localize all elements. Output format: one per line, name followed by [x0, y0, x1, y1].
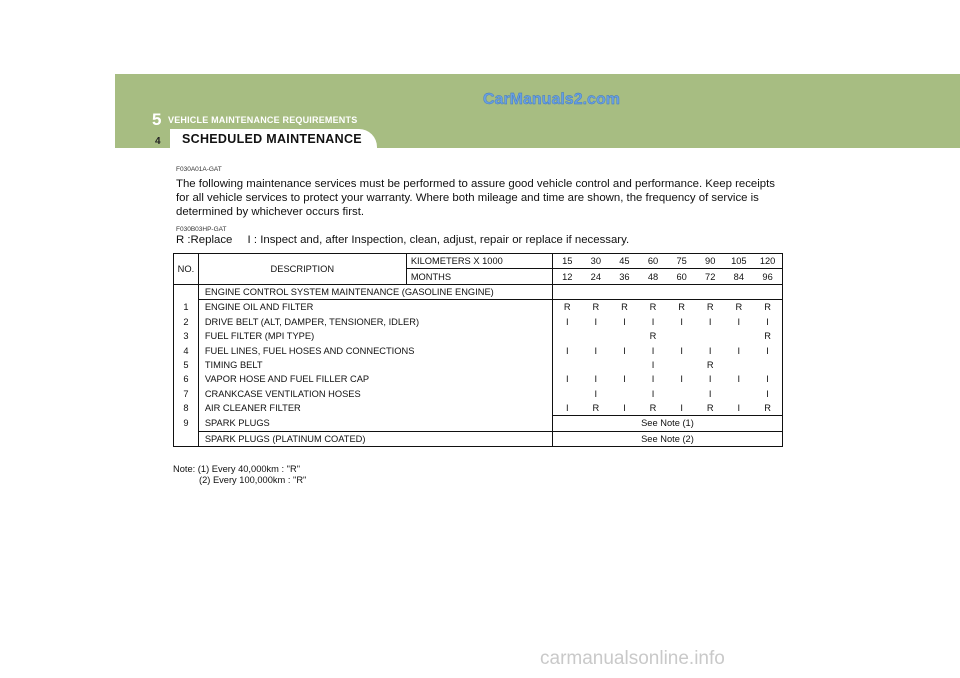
- km-cell: 105: [725, 254, 754, 269]
- month-cell: 60: [667, 269, 696, 284]
- row-number: [174, 431, 199, 446]
- month-cell: 72: [696, 269, 725, 284]
- interval-cell: [582, 358, 611, 372]
- table-body: [174, 300, 783, 447]
- interval-cell: R: [621, 302, 628, 313]
- row-note-reference: See Note (2): [641, 433, 694, 444]
- interval-cell: [667, 387, 696, 401]
- interval-cell: R: [753, 401, 782, 416]
- legend: [176, 234, 641, 246]
- interval-cell: I: [667, 401, 696, 416]
- km-cell: 120: [753, 254, 782, 269]
- interval-cell: I: [651, 316, 655, 327]
- table-row: [174, 315, 783, 329]
- interval-cell: I: [623, 345, 626, 356]
- interval-cell: I: [610, 401, 639, 416]
- table-row: [174, 343, 783, 357]
- interval-cell: R: [735, 302, 743, 313]
- note-2: (2) Every 100,000km : "R": [199, 475, 307, 485]
- km-cell: 30: [582, 254, 611, 269]
- interval-cell: R: [639, 401, 668, 416]
- row-number: 8: [174, 401, 199, 416]
- interval-cell: I: [708, 388, 712, 399]
- legend-replace: R :Replace: [176, 234, 233, 246]
- interval-cell: I: [737, 374, 741, 385]
- row-description: TIMING BELT: [198, 358, 552, 372]
- interval-cell: R: [696, 401, 725, 416]
- interval-cell: I: [623, 374, 626, 385]
- interval-cell: [610, 358, 639, 372]
- interval-cell: I: [766, 316, 769, 327]
- interval-cell: R: [706, 302, 714, 313]
- km-cell: 60: [639, 254, 668, 269]
- watermark-bottom[interactable]: carmanualsonline.info: [540, 648, 725, 669]
- page-number: 4: [155, 136, 161, 147]
- row-description: SPARK PLUGS: [198, 416, 552, 431]
- interval-cell: I: [565, 316, 569, 327]
- interval-cell: R: [649, 302, 657, 313]
- interval-cell: [610, 329, 639, 343]
- interval-cell: I: [680, 316, 683, 327]
- row-description: VAPOR HOSE AND FUEL FILLER CAP: [198, 372, 552, 386]
- section-number: 5: [152, 110, 162, 129]
- month-cell: 36: [610, 269, 639, 284]
- interval-cell: R: [764, 331, 771, 342]
- intro-text: The following maintenance services must be performed to assure good vehicle control and performance. Keep receipts for all vehicle services to protect your warranty. Where both mileage and time are shown, the frequency of service is determined by whichever occurs first.: [176, 178, 775, 218]
- row-description: FUEL LINES, FUEL HOSES AND CONNECTIONS: [198, 343, 552, 357]
- legend-code: F030B03HP-GAT: [176, 226, 227, 233]
- interval-cell: [725, 358, 754, 372]
- interval-cell: I: [552, 401, 581, 416]
- interval-cell: I: [594, 388, 598, 399]
- month-cell: 24: [582, 269, 611, 284]
- table-row: [174, 300, 783, 315]
- row-number: 7: [174, 387, 199, 401]
- interval-cell: I: [737, 345, 741, 356]
- interval-cell: R: [764, 302, 771, 313]
- row-number: 1: [174, 300, 199, 315]
- interval-cell: I: [708, 374, 712, 385]
- interval-cell: I: [623, 316, 626, 327]
- row-number: 9: [174, 416, 199, 431]
- interval-cell: I: [766, 388, 769, 399]
- interval-cell: I: [565, 345, 569, 356]
- row-number: 4: [174, 343, 199, 357]
- row-number: 5: [174, 358, 199, 372]
- row-description: DRIVE BELT (ALT, DAMPER, TENSIONER, IDLER): [198, 315, 552, 329]
- km-label: KILOMETERS X 1000: [406, 254, 552, 269]
- interval-cell: I: [766, 345, 769, 356]
- table-row: [174, 387, 783, 401]
- no-header: NO.: [174, 254, 199, 285]
- table-row: [174, 358, 783, 372]
- row-number: 2: [174, 315, 199, 329]
- km-cell: 90: [696, 254, 725, 269]
- row-description: CRANKCASE VENTILATION HOSES: [198, 387, 552, 401]
- notes: [173, 464, 306, 486]
- interval-cell: [552, 329, 581, 343]
- interval-cell: I: [651, 388, 655, 399]
- section-title: VEHICLE MAINTENANCE REQUIREMENTS: [168, 115, 358, 125]
- row-description: SPARK PLUGS (PLATINUM COATED): [198, 431, 552, 446]
- interval-cell: [667, 329, 696, 343]
- interval-cell: R: [678, 302, 685, 313]
- interval-cell: I: [594, 316, 598, 327]
- interval-cell: I: [680, 374, 683, 385]
- interval-cell: I: [737, 316, 741, 327]
- table-row: [174, 372, 783, 386]
- interval-cell: R: [563, 302, 571, 313]
- month-cell: 96: [753, 269, 782, 284]
- interval-cell: R: [706, 359, 714, 370]
- interval-cell: [610, 387, 639, 401]
- maintenance-table: [173, 253, 783, 447]
- row-number: 3: [174, 329, 199, 343]
- interval-cell: [582, 329, 611, 343]
- interval-cell: [667, 358, 696, 372]
- interval-cell: R: [592, 302, 600, 313]
- row-description: AIR CLEANER FILTER: [198, 401, 552, 416]
- months-label: MONTHS: [406, 269, 552, 284]
- interval-cell: I: [708, 316, 712, 327]
- table-row: [174, 401, 783, 416]
- note-1: Note: (1) Every 40,000km : "R": [173, 464, 300, 474]
- interval-cell: I: [565, 374, 569, 385]
- interval-cell: I: [651, 345, 655, 356]
- interval-cell: I: [594, 345, 598, 356]
- interval-cell: R: [582, 401, 611, 416]
- interval-cell: [552, 358, 581, 372]
- watermark-top[interactable]: CarManuals2.com: [483, 91, 620, 108]
- interval-cell: [725, 387, 754, 401]
- interval-cell: [725, 329, 754, 343]
- km-cell: 75: [667, 254, 696, 269]
- month-cell: 12: [552, 269, 581, 284]
- table-row: [174, 431, 783, 446]
- month-cell: 84: [725, 269, 754, 284]
- km-cell: 45: [610, 254, 639, 269]
- desc-header: DESCRIPTION: [198, 254, 406, 285]
- row-note-reference: See Note (1): [552, 416, 782, 431]
- interval-cell: I: [651, 374, 655, 385]
- legend-inspect: I : Inspect and, after Inspection, clean, adjust, repair or replace if necessary.: [247, 234, 630, 246]
- interval-cell: [552, 387, 581, 401]
- section-heading-row: [174, 284, 783, 299]
- interval-cell: I: [708, 345, 712, 356]
- table-row: [174, 416, 783, 431]
- interval-cell: I: [651, 359, 655, 370]
- row-description: FUEL FILTER (MPI TYPE): [198, 329, 552, 343]
- interval-cell: [696, 329, 725, 343]
- interval-cell: [753, 358, 782, 372]
- interval-cell: I: [725, 401, 754, 416]
- table-row: [174, 329, 783, 343]
- interval-cell: I: [766, 374, 769, 385]
- intro-code: F030A01A-GAT: [176, 166, 222, 173]
- row-number: 6: [174, 372, 199, 386]
- page-title: SCHEDULED MAINTENANCE: [182, 132, 362, 146]
- km-header-row: [174, 254, 783, 269]
- month-cell: 48: [639, 269, 668, 284]
- interval-cell: I: [680, 345, 683, 356]
- interval-cell: R: [649, 331, 657, 342]
- row-description: ENGINE OIL AND FILTER: [198, 300, 552, 315]
- km-cell: 15: [552, 254, 581, 269]
- interval-cell: I: [594, 374, 598, 385]
- section-heading: ENGINE CONTROL SYSTEM MAINTENANCE (GASOLINE ENGINE): [198, 284, 552, 299]
